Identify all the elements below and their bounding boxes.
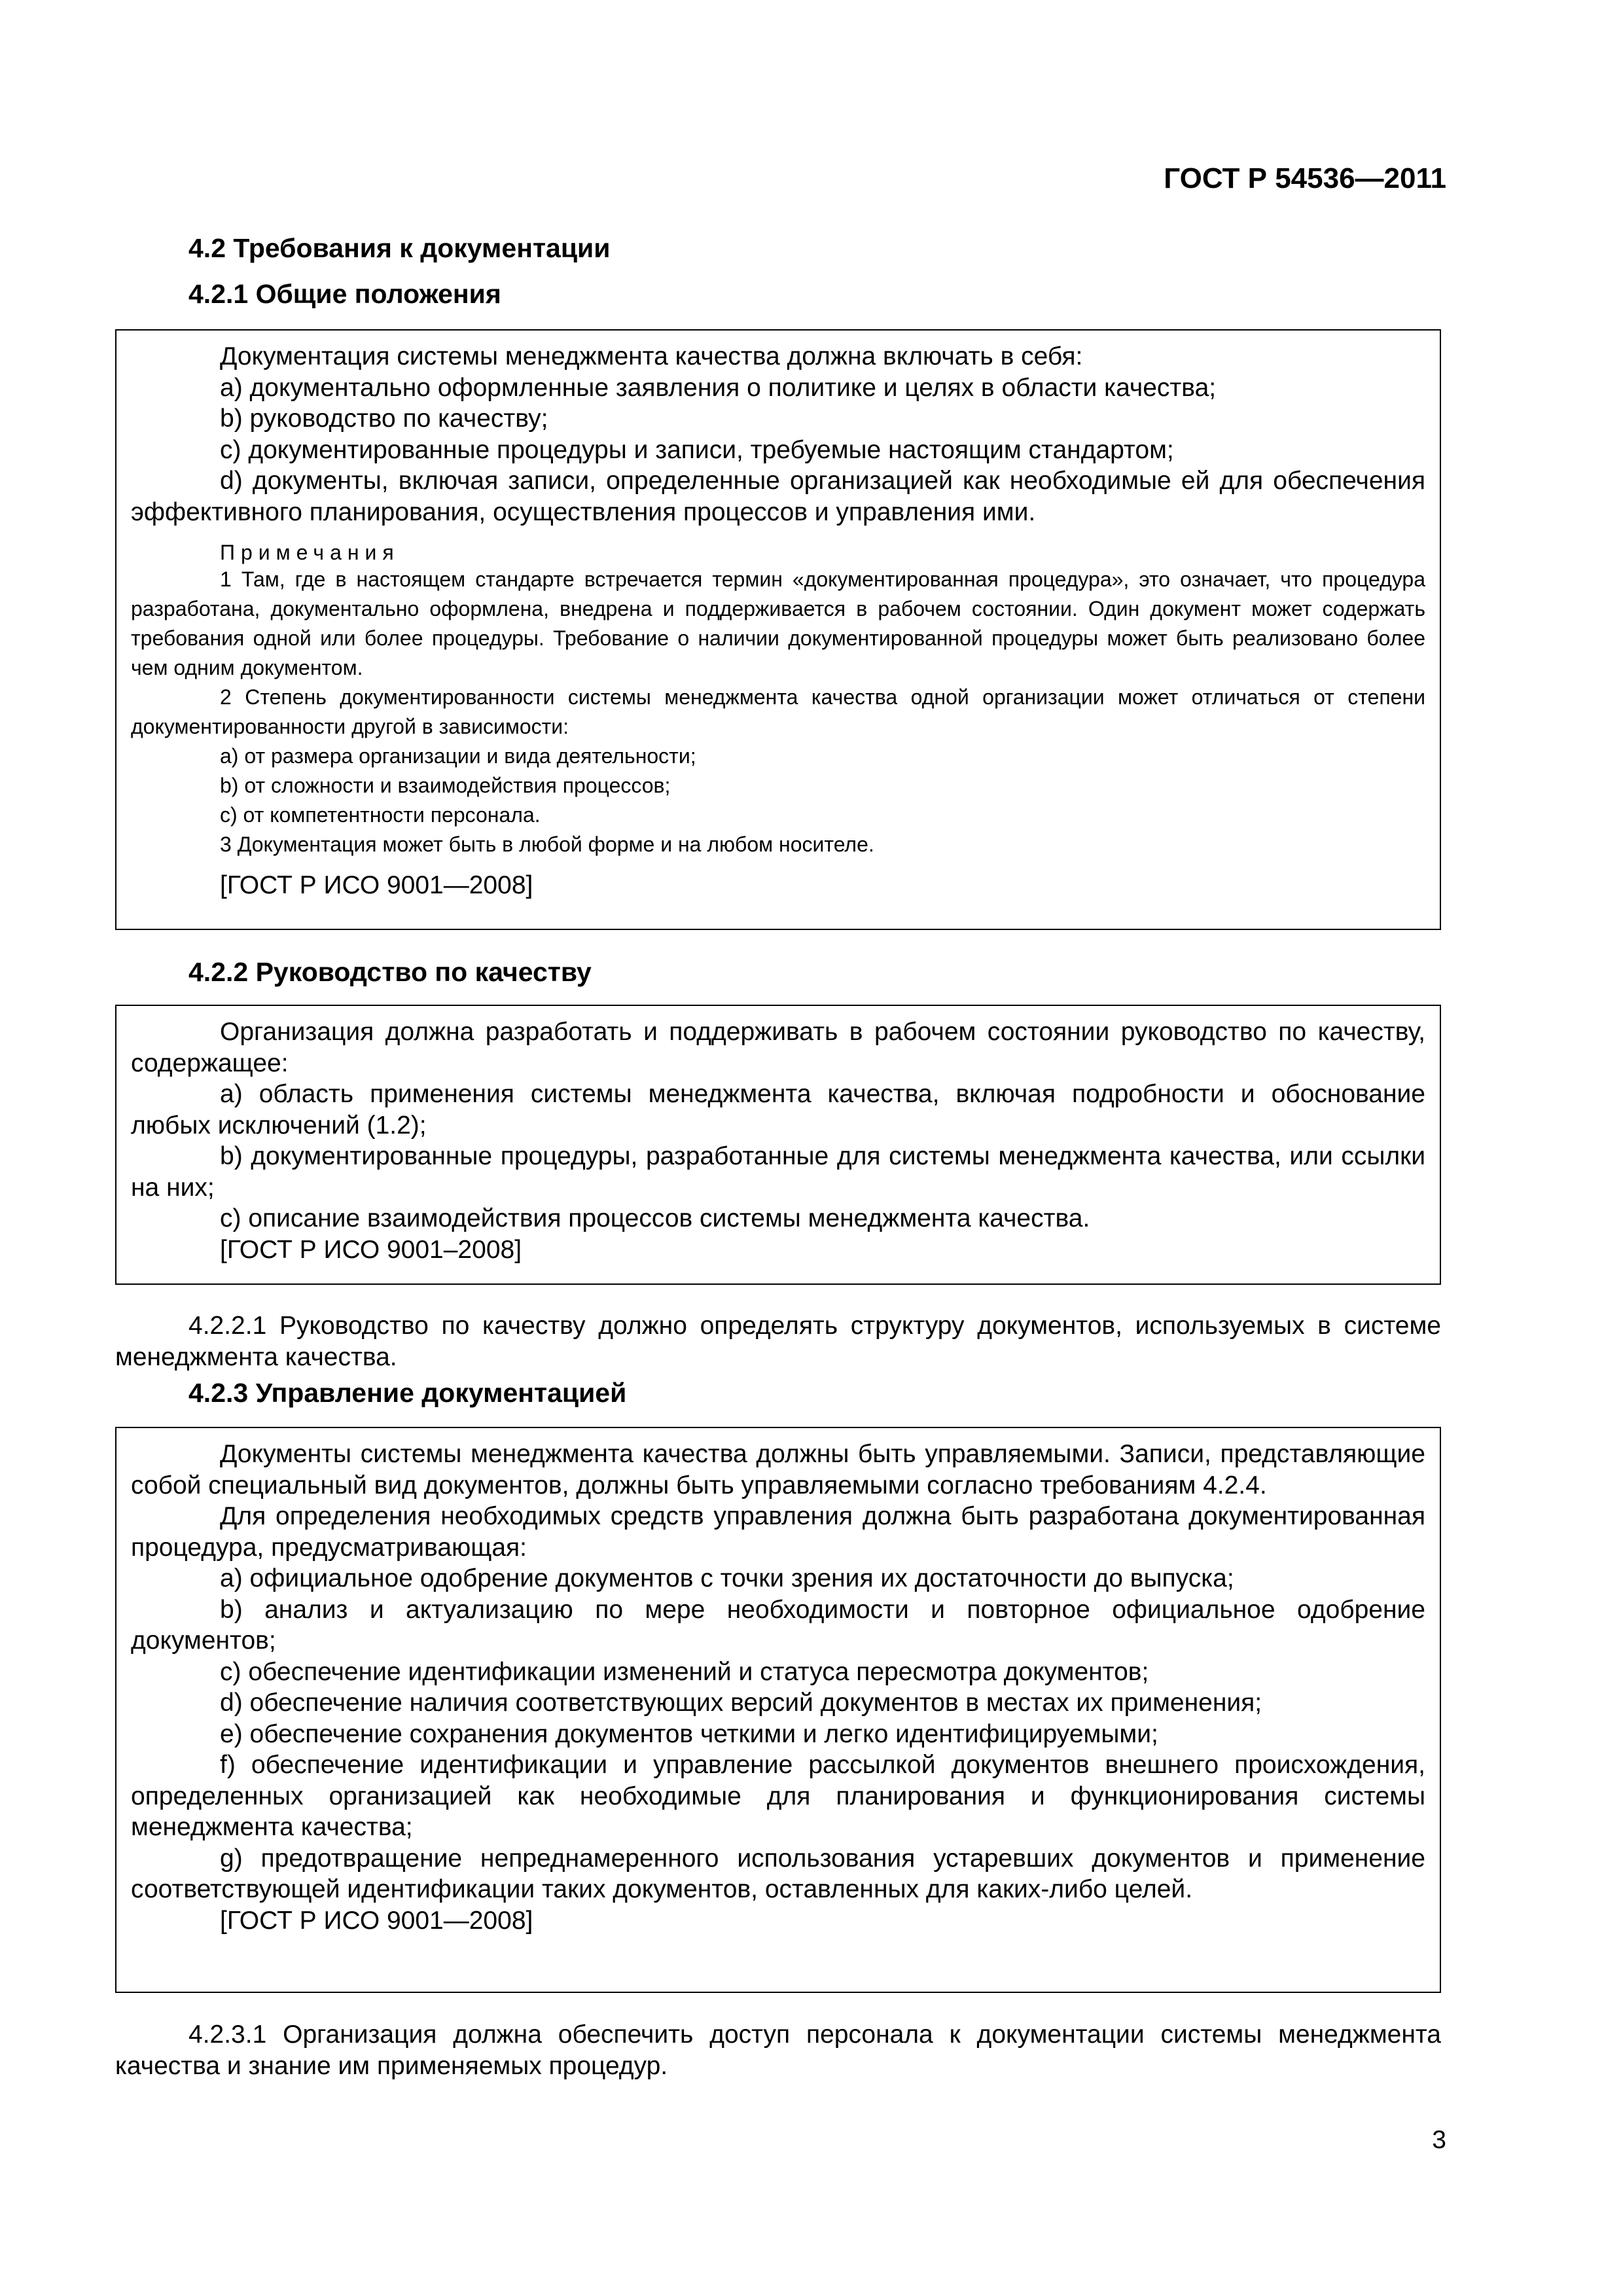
s423-p2: Для определения необходимых средств управления должна быть разработана документированная процедура, предусматривающая: <box>131 1502 1425 1562</box>
s421-item-c: c) документированные процедуры и записи, требуемые настоящим стандартом; <box>220 435 1174 464</box>
s423-item-e: e) обеспечение сохранения документов четкими и легко идентифицируемыми; <box>220 1719 1158 1748</box>
section-4-2-1-box <box>115 329 1441 930</box>
section-4-2-3-title: 4.2.3 Управление документацией <box>188 1378 627 1408</box>
s423-item-a: a) официальное одобрение документов с точки зрения их достаточности до выпуска; <box>220 1564 1234 1592</box>
note-1: 1 Там, где в настоящем стандарте встречается термин «документированная процедура», это означает, что процедура разработана, документально оформлена, внедрена и поддерживается в рабочем состоянии. Один документ может содержать требования одной или более процедуры. Требование о наличии документированной процедуры может быть реализовано более чем одним документом. <box>131 567 1425 679</box>
s423-p1: Документы системы менеджмента качества должны быть управляемыми. Записи, представляющие собой специальный вид документов, должны быть управляемыми согласно требованиям 4.2.4. <box>131 1440 1425 1499</box>
s421-item-d: d) документы, включая записи, определенные организацией как необходимые ей для обеспечения эффективного планирования, осуществления процессов и управления ими. <box>131 467 1425 526</box>
s422-intro: Организация должна разработать и поддерживать в рабочем состоянии руководство по качеству, содержащее: <box>131 1018 1425 1077</box>
note-2-b: b) от сложности и взаимодействия процессов; <box>220 774 671 797</box>
notes-title: Примечания <box>220 541 400 564</box>
s421-citation: [ГОСТ Р ИСО 9001—2008] <box>220 871 533 899</box>
s423-item-c: c) обеспечение идентификации изменений и статуса пересмотра документов; <box>220 1657 1149 1686</box>
s422-item-a: a) область применения системы менеджмента качества, включая подробности и обоснование любых исключений (1.2); <box>131 1080 1425 1139</box>
section-4-2-2-box <box>115 1005 1441 1285</box>
s423-item-g: g) предотвращение непреднамеренного использования устаревших документов и применение соответствующей идентификации таких документов, оставленных для каких-либо целей. <box>131 1844 1425 1903</box>
s421-intro: Документация системы менеджмента качества должна включать в себя: <box>220 342 1083 370</box>
note-2-a: a) от размера организации и вида деятельности; <box>220 744 696 768</box>
s421-item-a: a) документально оформленные заявления о политике и целях в области качества; <box>220 373 1217 402</box>
section-4-2-1-title: 4.2.1 Общие положения <box>188 279 501 309</box>
section-4-2-3-box <box>115 1427 1441 1993</box>
note-2: 2 Степень документированности системы менеджмента качества одной организации может отличаться от степени документированности другой в зависимости: <box>131 685 1425 738</box>
s421-item-b: b) руководство по качеству; <box>220 404 548 433</box>
paragraph-4-2-2-1: 4.2.2.1 Руководство по качеству должно определять структуру документов, используемых в системе менеджмента качества. <box>115 1312 1441 1371</box>
note-2-c: c) от компетентности персонала. <box>220 803 541 827</box>
s423-item-d: d) обеспечение наличия соответствующих версий документов в местах их применения; <box>220 1689 1262 1717</box>
section-4-2-2-title: 4.2.2 Руководство по качеству <box>188 957 592 987</box>
s422-item-c: c) описание взаимодействия процессов системы менеджмента качества. <box>220 1204 1090 1232</box>
document-header: ГОСТ Р 54536—2011 <box>1164 162 1446 194</box>
s423-item-b: b) анализ и актуализацию по мере необходимости и повторное официальное одобрение документов; <box>131 1595 1425 1655</box>
page-number: 3 <box>1432 2126 1446 2154</box>
paragraph-4-2-3-1: 4.2.3.1 Организация должна обеспечить доступ персонала к документации системы менеджмента качества и знание им применяемых процедур. <box>115 2020 1441 2080</box>
s422-citation: [ГОСТ Р ИСО 9001–2008] <box>220 1235 522 1264</box>
s423-citation: [ГОСТ Р ИСО 9001—2008] <box>220 1906 533 1935</box>
note-3: 3 Документация может быть в любой форме и на любом носителе. <box>220 833 874 856</box>
s423-item-f: f) обеспечение идентификации и управление рассылкой документов внешнего происхождения, определенных организацией как необходимые для планирования и функционирования системы менеджмента качества; <box>131 1751 1425 1841</box>
s422-item-b: b) документированные процедуры, разработанные для системы менеджмента качества, или ссылки на них; <box>131 1142 1425 1202</box>
section-4-2-title: 4.2 Требования к документации <box>188 233 611 263</box>
